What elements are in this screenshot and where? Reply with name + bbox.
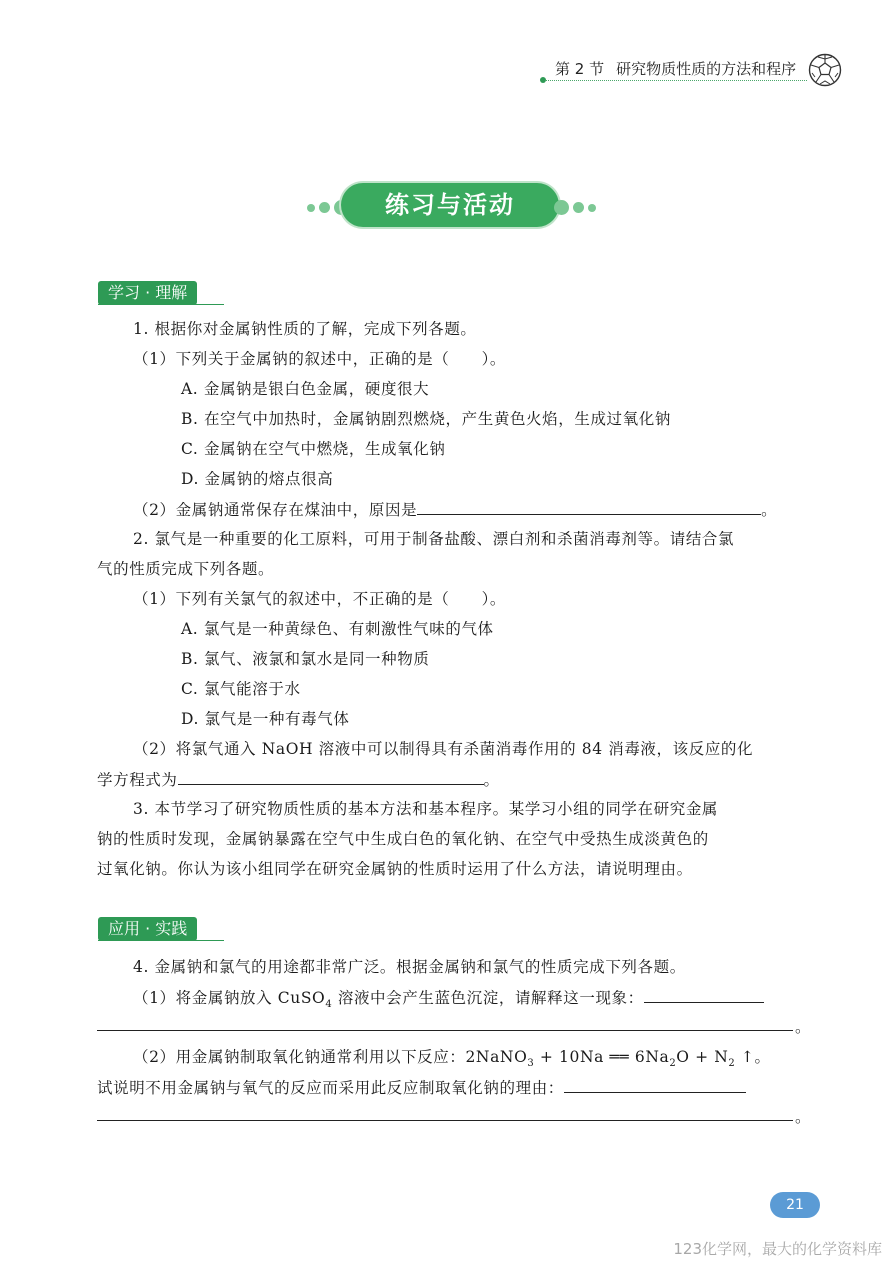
answer-blank[interactable] [644,986,764,1003]
answer-blank[interactable] [417,498,761,515]
page-number: 21 [770,1192,820,1218]
question-4: 4. 金属钠和氯气的用途都非常广泛。根据金属钠和氯气的性质完成下列各题。 [133,958,686,976]
section-tag-learn: 学习 · 理解 [98,281,197,305]
question-3-line-1: 3. 本节学习了研究物质性质的基本方法和基本程序。某学习小组的同学在研究金属 [133,800,719,818]
subscript: 2 [669,1058,677,1070]
header-rule [545,80,807,81]
period: 。 [483,771,500,789]
question-1-1-option-d: D. 金属钠的熔点很高 [181,470,334,488]
question-4-1 [133,986,764,1009]
answer-blank[interactable] [564,1076,746,1093]
question-2-line-2: 气的性质完成下列各题。 [97,560,275,578]
question-3-line-3: 过氧化钠。你认为该小组同学在研究金属钠的性质时运用了什么方法，请说明理由。 [97,860,693,878]
question-2-1-option-b: B. 氯气、液氯和氯水是同一种物质 [181,650,430,668]
question-1: 1. 根据你对金属钠性质的了解，完成下列各题。 [133,320,477,338]
question-1-1: （1）下列关于金属钠的叙述中，正确的是（ ）。 [133,350,507,368]
banner-title: 练习与活动 [341,183,559,227]
question-1-1-option-a: A. 金属钠是银白色金属，硬度很大 [181,380,430,398]
fullerene-icon [808,53,842,87]
equation-part: O + N [676,1048,729,1066]
period: 。 [795,1018,812,1036]
header-section: 第 2 节 [555,60,605,78]
watermark: 123化学网，最大的化学资料库 [673,1240,882,1258]
period: 。 [761,501,778,519]
question-1-1-option-b: B. 在空气中加热时，金属钠剧烈燃烧，产生黄色火焰，生成过氧化钠 [181,410,671,428]
question-2-2-line-1: （2）将氯气通入 NaOH 溶液中可以制得具有杀菌消毒作用的 84 消毒液，该反应的化 [133,740,754,758]
section-tag-apply-rule [98,940,224,941]
question-1-1-option-c: C. 金属钠在空气中燃烧，生成氧化钠 [181,440,446,458]
question-4-1-text: （1）将金属钠放入 CuSO [133,989,326,1007]
question-2-1: （1）下列有关氯气的叙述中，不正确的是（ ）。 [133,590,507,608]
equation-end: ↑。 [735,1048,771,1066]
equation-part: + 10Na ══ 6Na [534,1048,670,1066]
subscript: 4 [325,999,333,1011]
question-4-2-line-2 [97,1076,746,1099]
subscript: 3 [527,1058,535,1070]
question-2-2-line-2 [97,768,500,791]
banner-dots-right [552,197,598,213]
subscript: 2 [728,1058,736,1070]
answer-line[interactable] [97,1030,793,1031]
question-4-1-text-end: 溶液中会产生蓝色沉淀，请解释这一现象： [332,989,644,1007]
question-2-1-option-a: A. 氯气是一种黄绿色、有刺激性气味的气体 [181,620,494,638]
header-title [555,58,796,79]
question-3-line-2: 钠的性质时发现，金属钠暴露在空气中生成白色的氧化钠、在空气中受热生成淡黄色的 [97,830,709,848]
question-2-1-option-d: D. 氯气是一种有毒气体 [181,710,350,728]
question-1-2 [133,498,777,521]
section-tag-apply: 应用 · 实践 [98,917,197,941]
question-2-line-1: 2. 氯气是一种重要的化工原料，可用于制备盐酸、漂白剂和杀菌消毒剂等。请结合氯 [133,530,735,548]
question-2-1-option-c: C. 氯气能溶于水 [181,680,301,698]
answer-line[interactable] [97,1120,793,1121]
question-4-2-text-2: 试说明不用金属钠与氧气的反应而采用此反应制取氧化钠的理由： [97,1079,564,1097]
period: 。 [795,1108,812,1126]
question-4-2-text: （2）用金属钠制取氧化钠通常利用以下反应：2NaNO [133,1048,528,1066]
question-1-2-text: （2）金属钠通常保存在煤油中，原因是 [133,501,418,519]
answer-blank[interactable] [178,768,484,785]
question-2-2-text: 学方程式为 [97,771,178,789]
section-tag-learn-rule [98,304,224,305]
header-chapter-title: 研究物质性质的方法和程序 [616,60,797,78]
question-4-2 [133,1046,771,1068]
